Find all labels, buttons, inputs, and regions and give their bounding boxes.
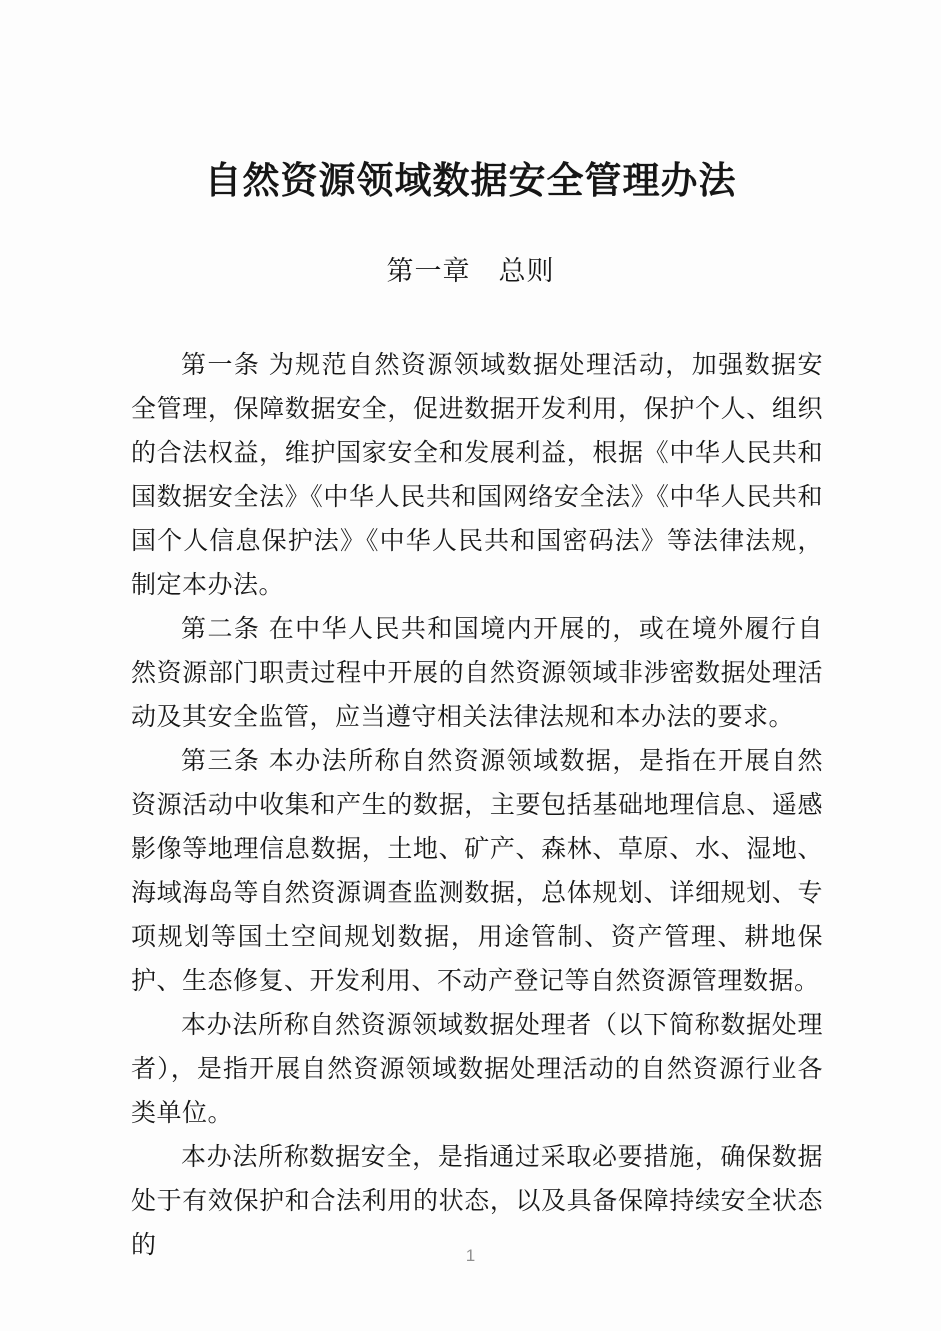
paragraph-data-security-definition: 本办法所称数据安全，是指通过采取必要措施，确保数据处于有效保护和合法利用的状态，以及具备保障持续安全状态的 — [131, 1143, 823, 1259]
document-title: 自然资源领域数据安全管理办法 — [204, 160, 737, 201]
paragraph-article-1: 第一条 为规范自然资源领域数据处理活动，加强数据安全管理，保障数据安全，促进数据开发利用，保护个人、组织的合法权益，维护国家安全和发展利益，根据《中华人民共和国数据安全法》《中华人民共和国网络安全法》《中华人民共和国个人信息保护法》《中华人民共和国密码法》等法律法规，制定本办法。 — [131, 351, 823, 599]
paragraph-article-2: 第二条 在中华人民共和国境内开展的，或在境外履行自然资源部门职责过程中开展的自然资源领域非涉密数据处理活动及其安全监管，应当遵守相关法律法规和本办法的要求。 — [131, 615, 823, 731]
chapter-heading: 第一章 总则 — [386, 256, 555, 286]
paragraph-article-3: 第三条 本办法所称自然资源领域数据，是指在开展自然资源活动中收集和产生的数据，主要包括基础地理信息、遥感影像等地理信息数据，土地、矿产、森林、草原、水、湿地、海域海岛等自然资源调查监测数据，总体规划、详细规划、专项规划等国土空间规划数据，用途管制、资产管理、耕地保护、生态修复、开发利用、不动产登记等自然资源管理数据。 — [131, 747, 823, 995]
page-number: 1 — [465, 1246, 476, 1265]
paragraph-data-processor-definition: 本办法所称自然资源领域数据处理者（以下简称数据处理者），是指开展自然资源领域数据处理活动的自然资源行业各类单位。 — [131, 1011, 823, 1127]
document-body — [131, 343, 823, 1267]
